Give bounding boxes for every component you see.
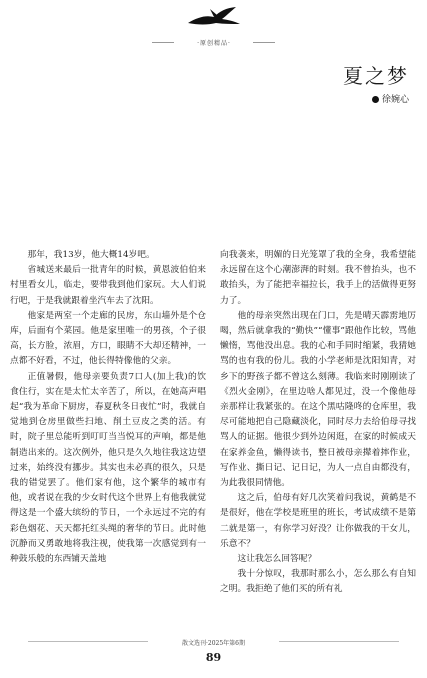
footer-right-rule: [279, 641, 399, 642]
tag-right-rule: [253, 42, 275, 43]
paragraph: 省城送来最后一批青年的时候，黄恩波伯伯来村里看女儿，临走，要带我到他们家玩。大人们说行吧，于是我就跟着坐汽车去了沈阳。: [10, 265, 206, 306]
paragraph: 这之后，伯母有好几次笑着问我说，黄鹤是不是很好，他在学校是班里的班长，考试成绩不是第二就是第一，有你学习好没？让你做我的干女儿，乐意不？: [220, 493, 416, 549]
paragraph: 我十分惊叹，我那时那么小，怎么那么有自知之明。我拒绝了他们买的所有礼: [220, 569, 416, 595]
page-number: 89: [205, 651, 222, 664]
paragraph: 这让我怎么回答呢？: [237, 554, 317, 565]
paragraph: 向我袭来，明媚的日光笼罩了我的全身，我希望能永远留在这个心潮澎湃的时刻。我不曾抬头，也不敢抬头，为了能把幸福拉长，我手上的活做得更努力了。: [220, 250, 416, 306]
paragraph: 正值暑假，他母亲要负责7口人(加上我)的饮食住行，实在是太忙太辛苦了，所以，在她高声唱起“我为革命下厨房，春夏秋冬日夜忙”时，我就自觉地到仓房里做些扫地、削土豆皮之类的活。有时，院子里总能听到叮叮当当悦耳的声响，都是他制造出来的。这次例外，他只是久久地往我这边望过来，始终没有挪步。其实也未必真的很久，只是我的错觉罢了。他们家有他，这个繁华的城市有他，或者说在我的少女时代这个世界上有他我就觉得这是一个盛大缤纷的节日，一个永远过不完的有彩色烟花、天天都托红头绳的奢华的节日。此时他沉静而又勇敢地将我注视，使我第一次感觉到有一种鼓乐般的东西铺天盖地: [10, 371, 206, 565]
footer: [0, 638, 427, 647]
paragraph: 他的母亲突然出现在门口，先是晴天霹雳地厉喝，然后就拿我的“勤快”“懂事”跟他作比较，骂他懒惰，骂他没出息。我的心和手同时缩紧，我猜她骂的也有我的份儿。我的小学老师是沈阳知青，对乡下的野孩子都不曾这么刻薄。我临来时刚刚读了《烈火金刚》，在里边啥人都见过，没一个像他母亲那样让我紧张的。在这个黑咕隆咚的仓库里，我尽可能地把自己隐藏淡化，同时尽力去给伯母寻找骂人的证据。他很少到外边闲逛，在家的时候成天在家养金鱼，懒得读书，整日被母亲撵着摔作业，写作业、撕日记、记日记，为人一点自由都没有，为此我很同情他。: [220, 310, 416, 489]
paragraph: 他家是两室一个走廊的民房，东山墙外是个仓库，后面有个菜园。他是家里唯一的男孩，个子很高，长方脸，浓眉，方口，眼睛不大却还精神，一点都不好看，不过，他长得特像他的父亲。: [10, 310, 206, 367]
left-text-column: [10, 248, 206, 633]
bullet-icon: [372, 96, 379, 103]
paragraph: 那年，我13岁，他大概14岁吧。: [27, 250, 155, 260]
article-title: 夏之梦: [343, 64, 409, 88]
author-byline: [372, 92, 409, 105]
journal-info: 散文选刊·2025年第6期: [182, 640, 245, 647]
flying-bird-logo: [186, 5, 242, 35]
author-name: 徐婉心: [381, 95, 409, 105]
section-tag: ·原创精品·: [197, 40, 231, 47]
right-text-column: [220, 248, 416, 633]
tag-left-rule: [152, 42, 174, 43]
